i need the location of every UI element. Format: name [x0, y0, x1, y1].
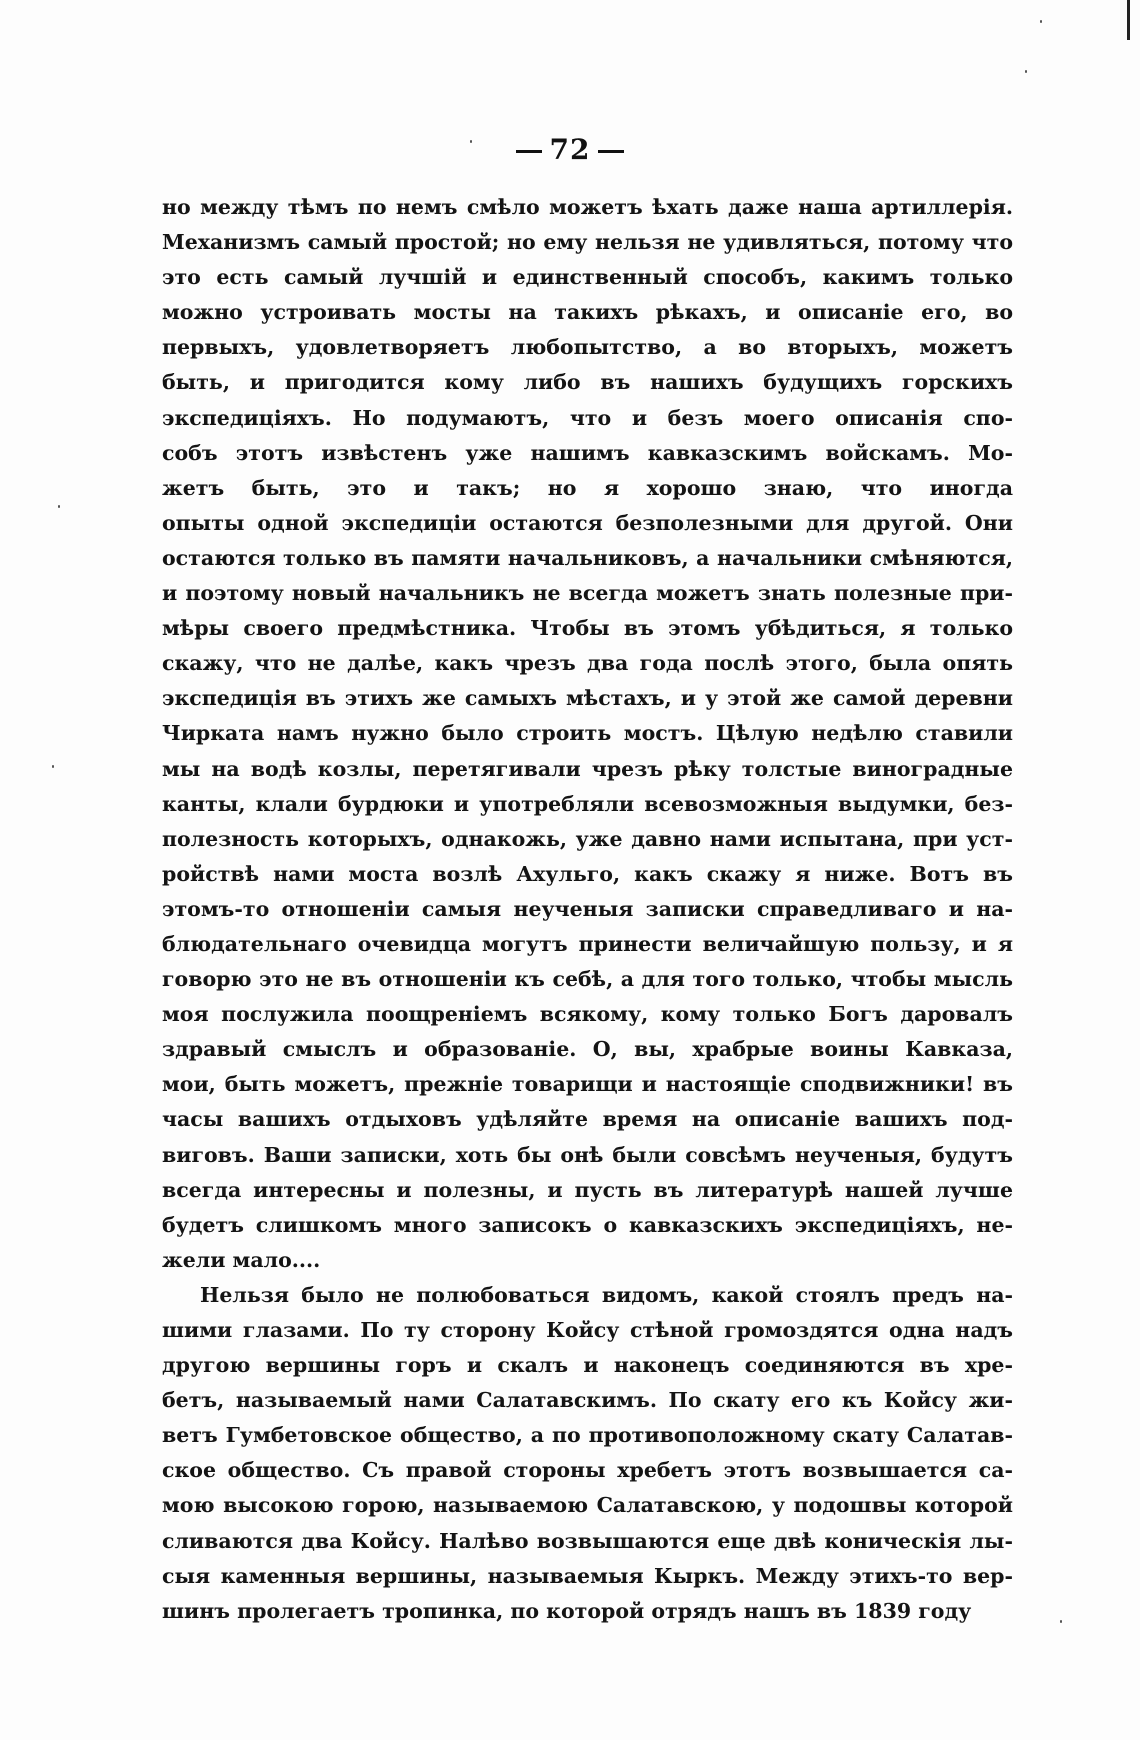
text-line: мою высокою горою, называемою Салатавскою, у подошвы которой [162, 1493, 1013, 1518]
text-line: моя послужила поощреніемъ всякому, кому только Богъ даровалъ [162, 1002, 1013, 1027]
text-line: этомъ-то отношеніи самыя неученыя записки справедливаго и на- [162, 896, 1013, 921]
text-line: жели мало.... [162, 1247, 321, 1272]
text-line: сливаются два Койсу. Налѣво возвышаются еще двѣ коническія лы- [162, 1528, 1013, 1553]
text-line: всегда интересны и полезны, и пусть въ литературѣ нашей лучше [162, 1177, 1013, 1202]
text-line: бетъ, называемый нами Салатавскимъ. По скату его къ Койсу жи- [162, 1388, 1013, 1413]
text-line: экспедиція въ этихъ же самыхъ мѣстахъ, и у этой же самой деревни [162, 686, 1013, 711]
scan-speck [52, 765, 54, 768]
text-line: ройствѣ нами моста возлѣ Ахульго, какъ скажу я ниже. Вотъ въ [162, 861, 1013, 886]
text-line: мѣры своего предмѣстника. Чтобы въ этомъ убѣдиться, я только [162, 616, 1013, 641]
text-line: быть, и пригодится кому либо въ нашихъ будущихъ горскихъ [162, 370, 1013, 395]
text-line: здравый смыслъ и образованіе. О, вы, храбрые воины Кавказа, [162, 1037, 1013, 1062]
text-line: экспедиціяхъ. Но подумаютъ, что и безъ моего описанія спо- [162, 405, 1013, 430]
dash-left [516, 150, 542, 153]
page-number-value: 72 [549, 133, 591, 166]
text-line: шинъ пролегаетъ тропинка, по которой отрядъ нашъ въ 1839 году [162, 1598, 972, 1623]
text-line: можно устроивать мосты на такихъ рѣкахъ, и описаніе его, во [162, 300, 1013, 325]
text-line: ское общество. Съ правой стороны хребетъ этотъ возвышается са- [162, 1458, 1013, 1483]
text-line: собъ этотъ извѣстенъ уже нашимъ кавказскимъ войскамъ. Мо- [162, 440, 1013, 465]
text-line: остаются только въ памяти начальниковъ, а начальники смѣняются, [162, 545, 1013, 570]
text-line: шими глазами. По ту сторону Койсу стѣной громоздятся одна надъ [162, 1318, 1013, 1342]
scan-speck [1060, 1620, 1062, 1623]
text-line: мои, быть можетъ, прежніе товарищи и настоящіе сподвижники! въ [162, 1072, 1013, 1097]
text-line: сыя каменныя вершины, называемыя Кыркъ. Между этихъ-то вер- [162, 1563, 1013, 1588]
text-line: мы на водѣ козлы, перетягивали чрезъ рѣку толстые виноградные [162, 756, 1013, 781]
text-line: будетъ слишкомъ много записокъ о кавказскихъ экспедиціяхъ, не- [162, 1212, 1013, 1237]
scan-speck [1025, 70, 1027, 73]
text-line: жетъ быть, это и такъ; но я хорошо знаю, что иногда [162, 475, 1013, 500]
text-line: блюдательнаго очевидца могутъ принести величайшую пользу, и я [162, 931, 1013, 956]
scan-speck [1040, 20, 1042, 23]
text-line: ветъ Гумбетовское общество, а по противоположному скату Салатав- [162, 1423, 1013, 1448]
text-line: канты, клали бурдюки и употребляли всевозможныя выдумки, без- [162, 791, 1013, 816]
body-text [162, 190, 1013, 1629]
text-line: опыты одной экспедиціи остаются безполезными для другой. Они [162, 510, 1013, 535]
paragraph [162, 190, 1013, 1278]
scan-edge-mark [1127, 0, 1130, 40]
text-line: и поэтому новый начальникъ не всегда можетъ знать полезные при- [162, 581, 1013, 606]
page-number [0, 133, 1140, 166]
text-line: скажу, что не далѣе, какъ чрезъ два года послѣ этого, была опять [162, 651, 1013, 676]
paragraph [162, 1278, 1013, 1629]
text-line: Механизмъ самый простой; но ему нельзя не удивляться, потому что [162, 230, 1013, 255]
text-line: говорю это не въ отношеніи къ себѣ, а для того только, чтобы мысль [162, 967, 1013, 992]
text-line: это есть самый лучшій и единственный способъ, какимъ только [162, 265, 1013, 290]
text-line: виговъ. Ваши записки, хоть бы онѣ были совсѣмъ неученыя, будутъ [162, 1142, 1013, 1167]
dash-right [598, 150, 624, 153]
text-line: но между тѣмъ по немъ смѣло можетъ ѣхать даже наша артиллерія. [162, 195, 1013, 219]
text-line: Чирката намъ нужно было строить мостъ. Цѣлую недѣлю ставили [162, 721, 1013, 746]
text-line: первыхъ, удовлетворяетъ любопытство, а во вторыхъ, можетъ [162, 335, 1013, 360]
text-line: часы вашихъ отдыховъ удѣляйте время на описаніе вашихъ под- [162, 1107, 1013, 1132]
text-line: другою вершины горъ и скалъ и наконецъ соединяются въ хре- [162, 1353, 1013, 1378]
text-line: полезность которыхъ, однакожь, уже давно нами испытана, при уст- [162, 826, 1013, 851]
scan-speck [58, 505, 60, 508]
text-line: Нельзя было не полюбоваться видомъ, какой стоялъ предъ на- [200, 1282, 1013, 1307]
